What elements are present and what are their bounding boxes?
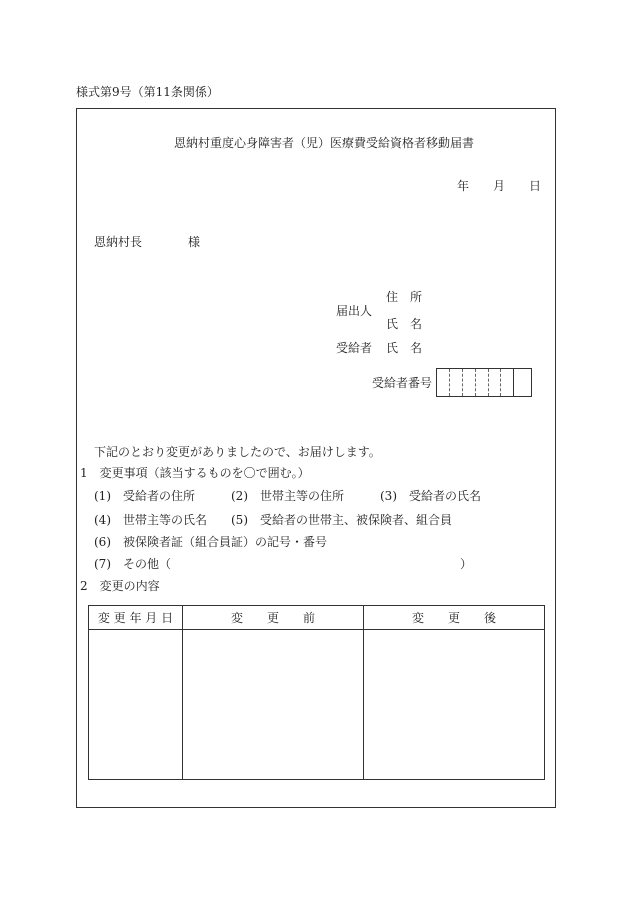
recipient-number-digit[interactable] xyxy=(475,369,488,396)
recipient-number-digit[interactable] xyxy=(500,369,513,396)
date-month: 月 xyxy=(493,179,506,193)
header-change-date: 変 更 年 月 日 xyxy=(89,606,183,630)
recipient-number-digit[interactable] xyxy=(462,369,475,396)
header-after: 変 更 後 xyxy=(364,606,545,630)
date-year: 年 xyxy=(457,179,470,193)
recipient-number-digit[interactable] xyxy=(437,369,449,396)
table-row xyxy=(89,630,545,780)
recipient-number-label: 受給者番号 xyxy=(372,376,433,390)
notifier-address-label: 住 所 xyxy=(386,290,423,304)
header-before: 変 更 前 xyxy=(183,606,364,630)
option-6[interactable]: (6) 被保険者証（組合員証）の記号・番号 xyxy=(94,535,327,549)
cell-after[interactable] xyxy=(364,630,545,780)
cell-change-date[interactable] xyxy=(89,630,183,780)
changes-table xyxy=(88,605,545,780)
notifier-name-label: 氏 名 xyxy=(386,317,423,331)
option-4[interactable]: (4) 世帯主等の氏名 xyxy=(94,513,207,527)
option-2[interactable]: (2) 世帯主等の住所 xyxy=(231,489,344,503)
recipient-label: 受給者 xyxy=(336,341,373,355)
recipient-number-digit[interactable] xyxy=(488,369,501,396)
section1-title: 1 変更事項（該当するものを〇で囲む。） xyxy=(80,466,310,480)
recipient-name-label: 氏 名 xyxy=(386,341,423,355)
notifier-label: 届出人 xyxy=(336,304,373,318)
option-5[interactable]: (5) 受給者の世帯主、被保険者、組合員 xyxy=(231,513,452,527)
table-header-row xyxy=(89,606,545,630)
form-title: 恩納村重度心身障害者（児）医療費受給資格者移動届書 xyxy=(174,136,475,150)
recipient-number-digit[interactable] xyxy=(513,369,531,396)
option-3[interactable]: (3) 受給者の氏名 xyxy=(380,489,481,503)
addressee-name: 恩納村長 xyxy=(94,235,143,249)
date-day: 日 xyxy=(529,179,542,193)
cell-before[interactable] xyxy=(183,630,364,780)
addressee-honorific: 様 xyxy=(188,235,201,249)
form-number: 様式第9号（第11条関係） xyxy=(76,85,219,99)
recipient-number-box[interactable] xyxy=(436,368,532,397)
option-7[interactable]: (7) その他（ xyxy=(94,557,171,571)
section2-title: 2 変更の内容 xyxy=(80,579,160,593)
option-1[interactable]: (1) 受給者の住所 xyxy=(94,489,195,503)
intro-text: 下記のとおり変更がありましたので、お届けします。 xyxy=(94,445,381,459)
option-7-close-paren: ） xyxy=(460,557,473,571)
recipient-number-digit[interactable] xyxy=(449,369,462,396)
